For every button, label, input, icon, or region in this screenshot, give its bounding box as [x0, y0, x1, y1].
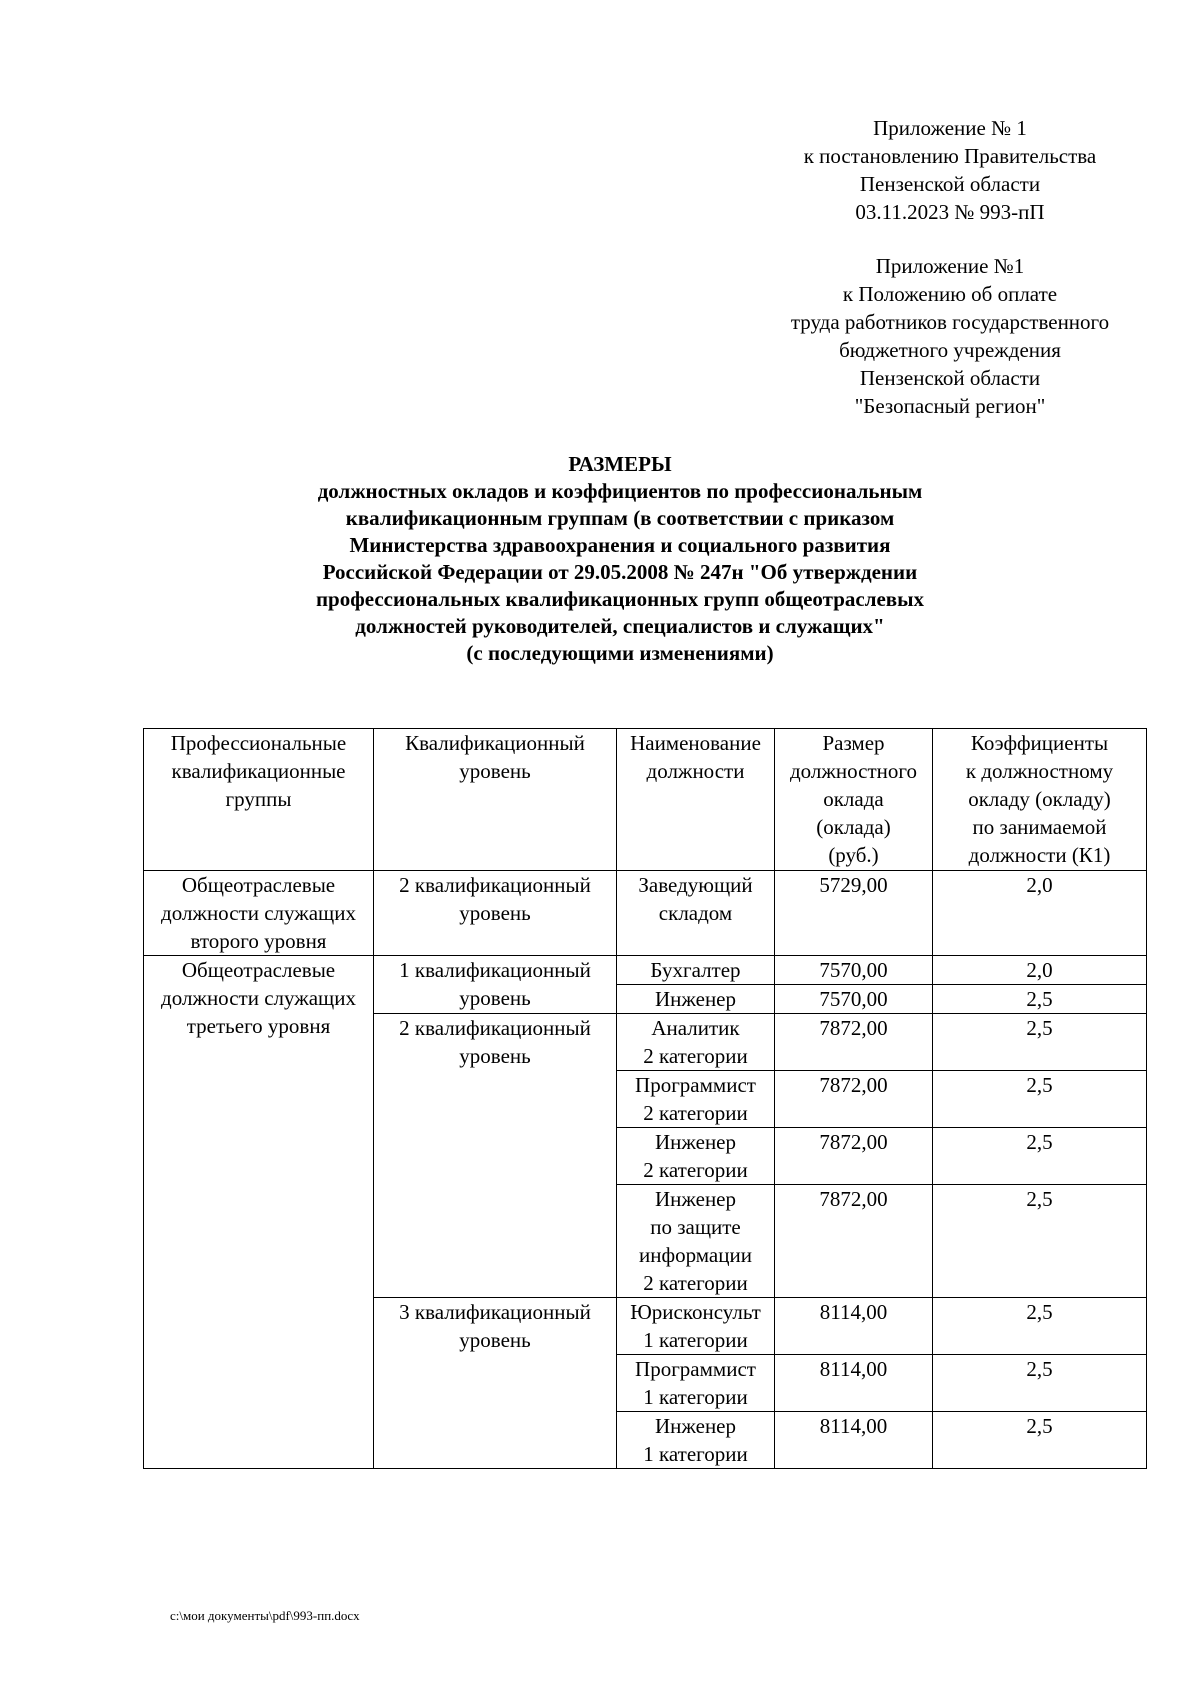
appendix-line: к Положению об оплате [842, 282, 1058, 306]
salary-cell: 8114,00 [775, 1298, 933, 1355]
salary-table [143, 728, 1147, 1469]
position-cell: Программист 2 категории [617, 1071, 775, 1128]
appendix-line: Пензенской области [859, 172, 1041, 196]
title-line: Российской Федерации от 29.05.2008 № 247н "Об утверждении [322, 560, 918, 584]
salary-cell: 8114,00 [775, 1412, 933, 1469]
group-cell: Общеотраслевые должности служащих второго уровня [144, 871, 374, 956]
level-cell: 2 квалификационный уровень [374, 1014, 617, 1298]
title-line: (с последующими изменениями) [466, 641, 774, 665]
level-cell: 1 квалификационный уровень [374, 956, 617, 1014]
position-cell: Бухгалтер [617, 956, 775, 985]
appendix-line: к постановлению Правительства [803, 144, 1097, 168]
appendix-line: бюджетного учреждения [839, 338, 1061, 362]
position-cell: Инженер по защите информации 2 категории [617, 1185, 775, 1298]
title-line: Министерства здравоохранения и социального развития [349, 533, 891, 557]
appendix-date-number: 03.11.2023 № 993-пП [855, 200, 1045, 224]
group-cell: Общеотраслевые должности служащих третьего уровня [144, 956, 374, 1469]
appendix-line: Пензенской области [859, 366, 1041, 390]
header-salary-size: Размер должностного оклада (оклада) (руб.) [775, 729, 933, 871]
coefficient-cell: 2,5 [933, 985, 1147, 1014]
salary-cell: 7872,00 [775, 1185, 933, 1298]
header-position-name: Наименование должности [617, 729, 775, 871]
title-line: должностей руководителей, специалистов и служащих" [355, 614, 885, 638]
salary-cell: 5729,00 [775, 871, 933, 956]
salary-cell: 8114,00 [775, 1355, 933, 1412]
salary-cell: 7872,00 [775, 1071, 933, 1128]
salary-cell: 7872,00 [775, 1014, 933, 1071]
position-cell: Инженер 1 категории [617, 1412, 775, 1469]
coefficient-cell: 2,5 [933, 1298, 1147, 1355]
table-row [144, 956, 1147, 985]
coefficient-cell: 2,5 [933, 1185, 1147, 1298]
header-professional-groups: Профессиональные квалификационные группы [144, 729, 374, 871]
appendix-line: Приложение №1 [875, 254, 1025, 278]
coefficient-cell: 2,5 [933, 1412, 1147, 1469]
title-line: профессиональных квалификационных групп общеотраслевых [315, 587, 925, 611]
table-row [144, 871, 1147, 956]
title-line: квалификационным группам (в соответствии с приказом [345, 506, 895, 530]
salary-cell: 7570,00 [775, 956, 933, 985]
salary-cell: 7872,00 [775, 1128, 933, 1185]
appendix-government-decree [710, 114, 1190, 226]
level-cell: 2 квалификационный уровень [374, 871, 617, 956]
table-header-row [144, 729, 1147, 871]
file-path-footer: c:\мои документы\pdf\993-пп.docx [170, 1608, 360, 1623]
coefficient-cell: 2,5 [933, 1071, 1147, 1128]
appendix-line: труда работников государственного [790, 310, 1110, 334]
appendix-line: Приложение № 1 [873, 116, 1027, 140]
document-title [230, 451, 1010, 667]
header-coefficients: Коэффициенты к должностному окладу (окладу) по занимаемой должности (К1) [933, 729, 1147, 871]
title-line: должностных окладов и коэффициентов по профессиональным [317, 479, 923, 503]
title-heading: РАЗМЕРЫ [568, 452, 672, 476]
position-cell: Юрисконсульт 1 категории [617, 1298, 775, 1355]
coefficient-cell: 2,0 [933, 871, 1147, 956]
level-cell: 3 квалификационный уровень [374, 1298, 617, 1469]
coefficient-cell: 2,5 [933, 1014, 1147, 1071]
appendix-regulation [710, 252, 1190, 420]
coefficient-cell: 2,5 [933, 1355, 1147, 1412]
position-cell: Инженер [617, 985, 775, 1014]
position-cell: Аналитик 2 категории [617, 1014, 775, 1071]
appendix-line: "Безопасный регион" [854, 394, 1046, 418]
position-cell: Программист 1 категории [617, 1355, 775, 1412]
salary-cell: 7570,00 [775, 985, 933, 1014]
coefficient-cell: 2,5 [933, 1128, 1147, 1185]
coefficient-cell: 2,0 [933, 956, 1147, 985]
header-qualification-level: Квалификационный уровень [374, 729, 617, 871]
position-cell: Инженер 2 категории [617, 1128, 775, 1185]
position-cell: Заведующий складом [617, 871, 775, 956]
